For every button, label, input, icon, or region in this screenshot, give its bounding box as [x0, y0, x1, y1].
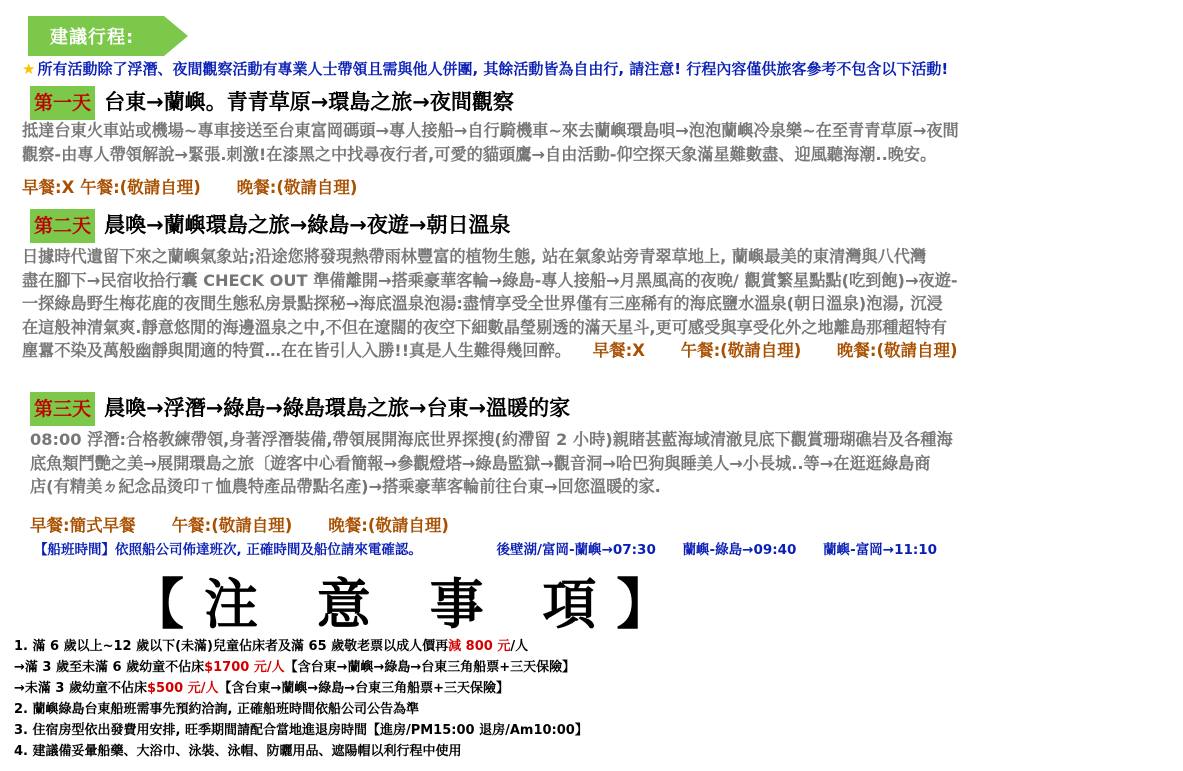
note-item [14, 741, 588, 762]
text-line: 08:00 浮潛:合格教練帶領,身著浮潛裝備,帶領展開海底世界探搜(約滯留 2 小時)親睹甚藍海域清澈見底下觀賞珊瑚礁岩及各種海 [30, 430, 953, 449]
day2-description [22, 245, 958, 363]
note-item [14, 699, 588, 720]
note-item [14, 678, 588, 699]
day1-title: 台東→蘭嶼。青青草原→環島之旅→夜間觀察 [104, 90, 514, 114]
ferry-note: 【船班時間】依照船公司佈達班次, 正確時間及船位請來電確認。 [34, 542, 422, 558]
text-line: 盡在腳下→民宿收拾行囊 CHECK OUT 準備離開→搭乘豪華客輪→綠島-專人接船→月黑風高的夜晚/ 觀賞繁星點點(吃到飽)→夜遊- [22, 270, 958, 290]
text-line-with-meals [22, 339, 958, 363]
day2-header [30, 209, 511, 243]
note-text: 2. 蘭嶼綠島台東船班需事先預約洽詢, 正確船班時間依船公司公告為準 [14, 702, 419, 717]
note-text: 4. 建議備妥暈船藥、大浴巾、泳裝、泳帽、防曬用品、遮陽帽以利行程中使用 [14, 744, 462, 759]
banner-label: 建議行程: [50, 27, 135, 48]
ferry-route: 後壁湖/富岡-蘭嶼→07:30 [496, 542, 656, 558]
note-text: 【含台東→蘭嶼→綠島→台東三角船票+三天保險】 [284, 660, 576, 675]
section-banner [28, 16, 188, 56]
note-text: 3. 住宿房型依出發費用安排, 旺季期間請配合當地進退房時間【進房/PM15:00 退房/Am10:00】 [14, 723, 588, 738]
note-text: →未滿 3 歲幼童不佔床 [14, 681, 147, 696]
notes-title: 【注 意 事 項】 [130, 573, 691, 636]
text-line: 日據時代遺留下來之蘭嶼氣象站;沿途您將發現熱帶雨林豐富的植物生態, 站在氣象站旁青翠草地上, 蘭嶼最美的東清灣與八代灣 [22, 247, 927, 266]
text-line: 抵達台東火車站或機場~專車接送至台東富岡碼頭→專人接船→自行騎機車~來去蘭嶼環島唄→泡泡蘭嶼冷泉樂~在至青青草原→夜間 [22, 121, 959, 140]
day3-description [30, 428, 953, 499]
text-line: 在這般神清氣爽.靜意悠閒的海邊溫泉之中,不但在遼闊的夜空下細數晶瑩剔透的滿天星斗,更可感受與享受化外之地離島那種超特有 [22, 317, 947, 337]
text-line: 店(有精美ㄉ紀念品烫印ㄒ恤農特產品帶點名產)→搭乘豪華客輪前往台東→回您溫暖的家. [30, 477, 661, 496]
ferry-info [34, 538, 937, 558]
day1-badge: 第一天 [30, 86, 95, 120]
day3-title: 晨喚→浮潛→綠島→綠島環島之旅→台東→溫暖的家 [104, 396, 571, 420]
day2-title: 晨喚→蘭嶼環島之旅→綠島→夜遊→朝日溫泉 [104, 213, 511, 237]
day1-meals [22, 174, 393, 198]
note-item [14, 720, 588, 741]
ferry-route: 蘭嶼-富岡→11:10 [823, 542, 938, 558]
meal-breakfast: 早餐:簡式早餐 [30, 516, 136, 535]
day2-meal-breakfast: 早餐:X [592, 341, 645, 360]
day2-badge: 第二天 [30, 209, 95, 243]
text-line: 底魚類鬥艷之美→展開環島之旅〔遊客中心看簡報→參觀燈塔→綠島監獄→觀音洞→哈巴狗與睡美人→小長城..等→在逛逛綠島商 [30, 453, 931, 473]
day3-meals [30, 512, 485, 536]
meal-lunch: 午餐:(敬請自理) [171, 516, 293, 535]
note-price: $500 元/人 [147, 681, 219, 696]
day3-badge: 第三天 [30, 392, 95, 426]
meal-breakfast-lunch: 早餐:X 午餐:(敬請自理) [22, 178, 201, 197]
day2-meal-lunch: 午餐:(敬請自理) [680, 341, 802, 360]
note-price: $1700 元/人 [204, 660, 285, 675]
notice-line [22, 58, 948, 79]
meal-dinner: 晚餐:(敬請自理) [328, 516, 449, 535]
day1-header [30, 86, 514, 120]
day1-description [22, 119, 959, 166]
day3-header [30, 392, 570, 426]
note-text: 【含台東→蘭嶼→綠島→台東三角船票+三天保險】 [218, 681, 510, 696]
day2-meal-dinner: 晚餐:(敬請自理) [836, 341, 958, 360]
text-line: 塵囂不染及萬般幽靜與閒適的特質…在在皆引人入勝!!真是人生難得幾回醉。 [22, 341, 571, 360]
note-text: 1. 滿 6 歲以上~12 歲以下(未滿)兒童佔床者及滿 65 歲敬老票以成人價再 [14, 639, 449, 654]
text-line: 觀察-由專人帶領解說→緊張.刺激!在漆黑之中找尋夜行者,可愛的貓頭鷹→自由活動-仰空探天象滿星難數盡、迎風聽海潮..晚安。 [22, 144, 937, 164]
star-icon: ★ [22, 60, 36, 78]
note-text: /人 [510, 639, 529, 654]
meal-dinner: 晚餐:(敬請自理) [236, 178, 358, 197]
notes-list [14, 636, 588, 762]
note-item [14, 636, 588, 657]
notice-text: 所有活動除了浮潛、夜間觀察活動有專業人士帶領且需與他人併團, 其餘活動皆為自由行, 請注意! 行程內容僅供旅客參考不包含以下活動! [37, 60, 949, 78]
note-item [14, 657, 588, 678]
text-line: 一探綠島野生梅花鹿的夜間生態私房景點探秘→海底溫泉泡湯:盡情享受全世界僅有三座稀有的海底鹽水溫泉(朝日溫泉)泡湯, 沉浸 [22, 294, 943, 313]
note-text: →滿 3 歲至未滿 6 歲幼童不佔床 [14, 660, 205, 675]
ferry-route: 蘭嶼-綠島→09:40 [682, 542, 797, 558]
note-price: 減 800 元 [448, 639, 511, 654]
